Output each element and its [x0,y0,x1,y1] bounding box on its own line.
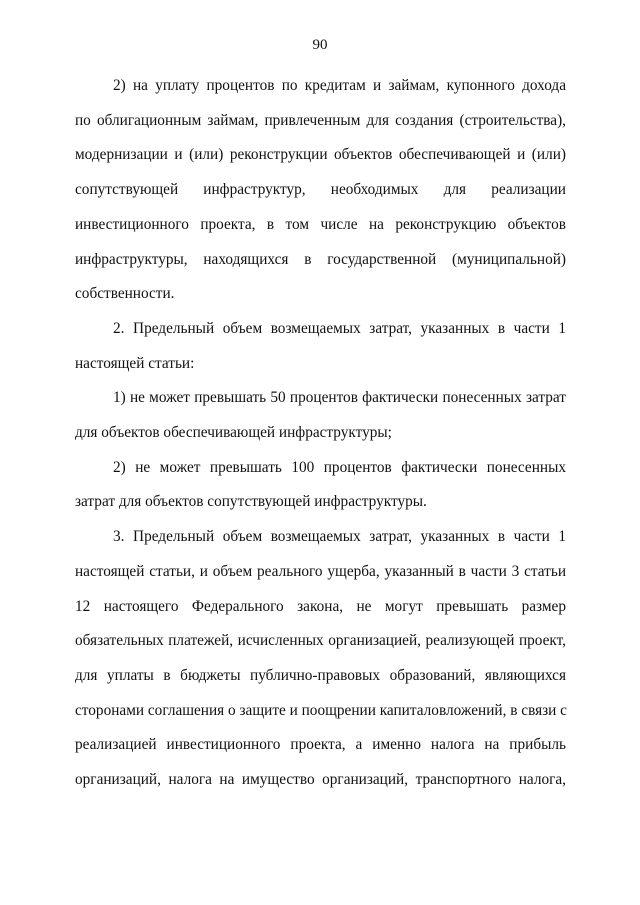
text-line: 2) на уплату процентов по кредитам и займам, купонного дохода [113,77,566,94]
text-line: реализацией инвестиционного проекта, а именно налога на прибыль [75,736,566,754]
text-line: 2) не может превышать 100 процентов фактически понесенных [113,458,566,476]
text-line: 2. Предельный объем возмещаемых затрат, указанных в части 1 [113,319,566,337]
text-line: организаций, налога на имущество организаций, транспортного налога, [75,771,566,789]
text-line: 1) не может превышать 50 процентов фактически понесенных затрат [113,389,566,407]
text-line: обязательных платежей, исчисленных организацией, реализующей проект, [75,632,566,650]
paragraph-item-2-interest [75,69,566,312]
text-line: по облигационным займам, привлеченным для создания (строительства), [75,111,566,129]
paragraph-part-2 [75,312,566,381]
text-line: настоящей статьи: [75,354,195,372]
page-number: 90 [312,37,328,53]
text-line: инфраструктуры, находящихся в государственной (муниципальной) [75,250,566,268]
document-body [75,69,566,798]
text-line: сторонами соглашения о защите и поощрении капиталовложений, в связи с [75,701,567,719]
text-line: модернизации и (или) реконструкции объектов обеспечивающей и (или) [75,146,566,164]
text-line: сопутствующей инфраструктур, необходимых для реализации [75,181,566,199]
paragraph-part-2-item-1 [75,381,566,450]
text-line: 3. Предельный объем возмещаемых затрат, указанных в части 1 [113,528,566,546]
paragraph-part-2-item-2 [75,451,566,520]
text-line: настоящей статьи, и объем реального ущерба, указанный в части 3 статьи [75,562,566,580]
text-line: для уплаты в бюджеты публично-правовых образований, являющихся [75,666,566,684]
text-line: для объектов обеспечивающей инфраструктуры; [75,424,392,442]
text-line: 12 настоящего Федерального закона, не могут превышать размер [75,597,566,615]
text-line: собственности. [75,285,175,303]
text-line: затрат для объектов сопутствующей инфраструктуры. [75,493,427,511]
paragraph-part-3 [75,520,566,798]
text-line: инвестиционного проекта, в том числе на реконструкцию объектов [75,215,566,233]
